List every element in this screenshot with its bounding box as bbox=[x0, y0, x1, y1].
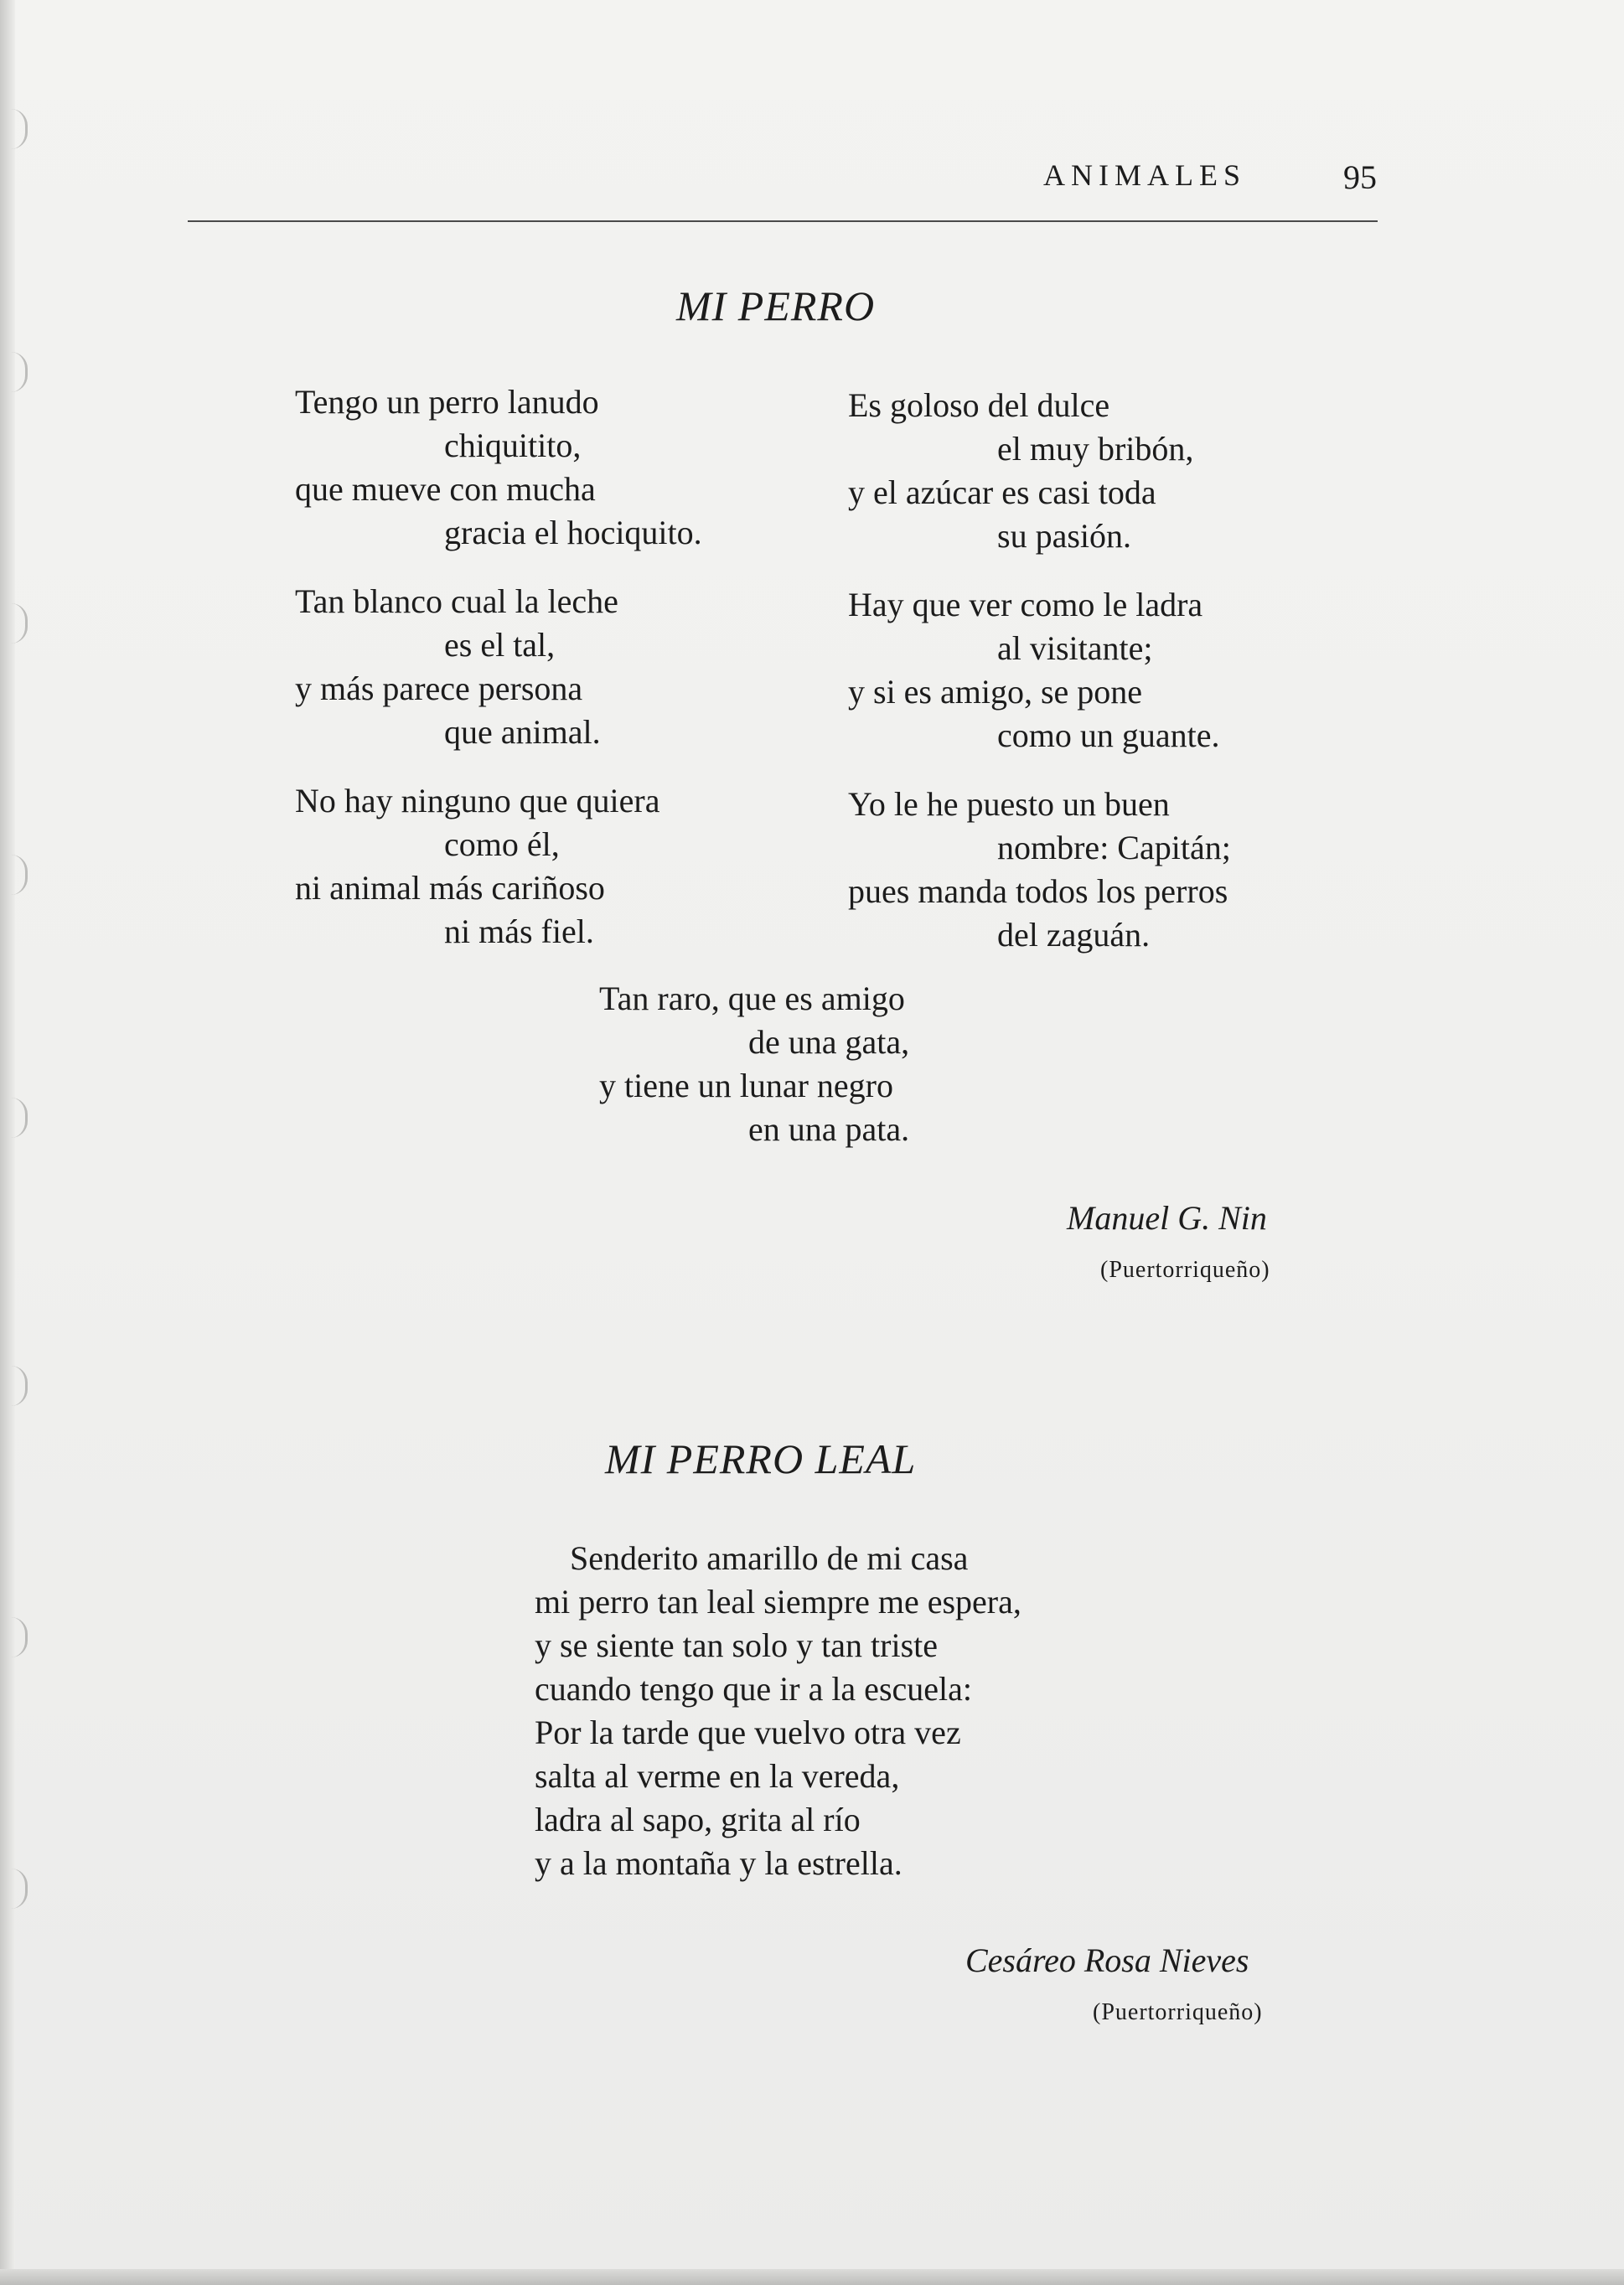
page-bottom-edge bbox=[0, 2269, 1624, 2285]
verse-line: y más parece persona bbox=[295, 669, 583, 707]
author-origin: (Puertorriqueño) bbox=[1100, 1257, 1270, 1283]
verse-line: ni animal más cariñoso bbox=[295, 869, 605, 907]
verse-line: pues manda todos los perros bbox=[848, 872, 1228, 910]
binding-hole-mark bbox=[3, 1617, 28, 1657]
verse-line: en una pata. bbox=[748, 1110, 910, 1148]
author-origin: (Puertorriqueño) bbox=[1093, 1999, 1263, 2025]
page-left-edge bbox=[0, 0, 15, 2285]
verse-line: chiquitito, bbox=[444, 426, 582, 464]
verse-line: ni más fiel. bbox=[444, 912, 594, 950]
verse-line: No hay ninguno que quiera bbox=[295, 782, 660, 819]
poem-author: Manuel G. Nin bbox=[1067, 1199, 1267, 1237]
verse-line: su pasión. bbox=[997, 517, 1131, 555]
binding-hole-mark bbox=[3, 855, 28, 895]
poem-final-stanza bbox=[599, 977, 909, 1176]
binding-hole-mark bbox=[3, 1869, 28, 1909]
poem-body bbox=[535, 1537, 1021, 1885]
verse-line: el muy bribón, bbox=[997, 430, 1194, 468]
stanza bbox=[848, 384, 1231, 558]
verse-line: y si es amigo, se pone bbox=[848, 673, 1143, 711]
stanza bbox=[848, 783, 1231, 957]
verse-line: como un guante. bbox=[997, 716, 1220, 754]
binding-hole-mark bbox=[3, 109, 28, 149]
poem-author: Cesáreo Rosa Nieves bbox=[965, 1941, 1249, 1979]
verse-line: gracia el hociquito. bbox=[444, 514, 702, 551]
verse-line: es el tal, bbox=[444, 626, 556, 664]
verse-line: Tan raro, que es amigo bbox=[599, 980, 905, 1017]
header-rule bbox=[188, 220, 1378, 222]
verse-line: que mueve con mucha bbox=[295, 470, 596, 508]
poem-title: MI PERRO LEAL bbox=[605, 1435, 917, 1482]
stanza bbox=[295, 380, 702, 555]
verse-line: Hay que ver como le ladra bbox=[848, 586, 1203, 623]
page-number: 95 bbox=[1343, 158, 1377, 196]
verse-line: nombre: Capitán; bbox=[997, 829, 1231, 866]
verse-line: Tan blanco cual la leche bbox=[295, 582, 618, 620]
verse-line: Tengo un perro lanudo bbox=[295, 383, 599, 421]
verse-line: y se siente tan solo y tan triste bbox=[535, 1626, 939, 1664]
verse-line: Por la tarde que vuelvo otra vez bbox=[535, 1714, 961, 1751]
verse-line: como él, bbox=[444, 825, 560, 863]
binding-hole-mark bbox=[3, 1098, 28, 1138]
poem-left-column bbox=[295, 380, 702, 979]
verse-line: salta al verme en la vereda, bbox=[535, 1757, 900, 1795]
verse-line: al visitante; bbox=[997, 629, 1153, 667]
verse-line: y tiene un lunar negro bbox=[599, 1067, 893, 1104]
verse-line: Es goloso del dulce bbox=[848, 386, 1110, 424]
verse-line: de una gata, bbox=[748, 1023, 910, 1061]
binding-hole-mark bbox=[3, 1366, 28, 1406]
page-header bbox=[0, 158, 1624, 208]
stanza bbox=[599, 977, 909, 1151]
binding-hole-mark bbox=[3, 352, 28, 392]
verse-line: que animal. bbox=[444, 713, 601, 751]
stanza bbox=[295, 779, 702, 954]
verse-line: Senderito amarillo de mi casa bbox=[570, 1539, 969, 1577]
verse-line: Yo le he puesto un buen bbox=[848, 785, 1170, 823]
verse-line: y el azúcar es casi toda bbox=[848, 473, 1156, 511]
poem-title: MI PERRO bbox=[676, 282, 876, 329]
poem-right-column bbox=[848, 384, 1231, 982]
verse-line: ladra al sapo, grita al río bbox=[535, 1801, 861, 1838]
verse-line: y a la montaña y la estrella. bbox=[535, 1844, 903, 1882]
stanza bbox=[848, 583, 1231, 757]
verse-line: mi perro tan leal siempre me espera, bbox=[535, 1583, 1021, 1621]
verse-line: cuando tengo que ir a la escuela: bbox=[535, 1670, 972, 1708]
verse-line: del zaguán. bbox=[997, 916, 1151, 954]
running-title: ANIMALES bbox=[1043, 158, 1246, 192]
binding-hole-mark bbox=[3, 603, 28, 644]
stanza bbox=[295, 580, 702, 754]
